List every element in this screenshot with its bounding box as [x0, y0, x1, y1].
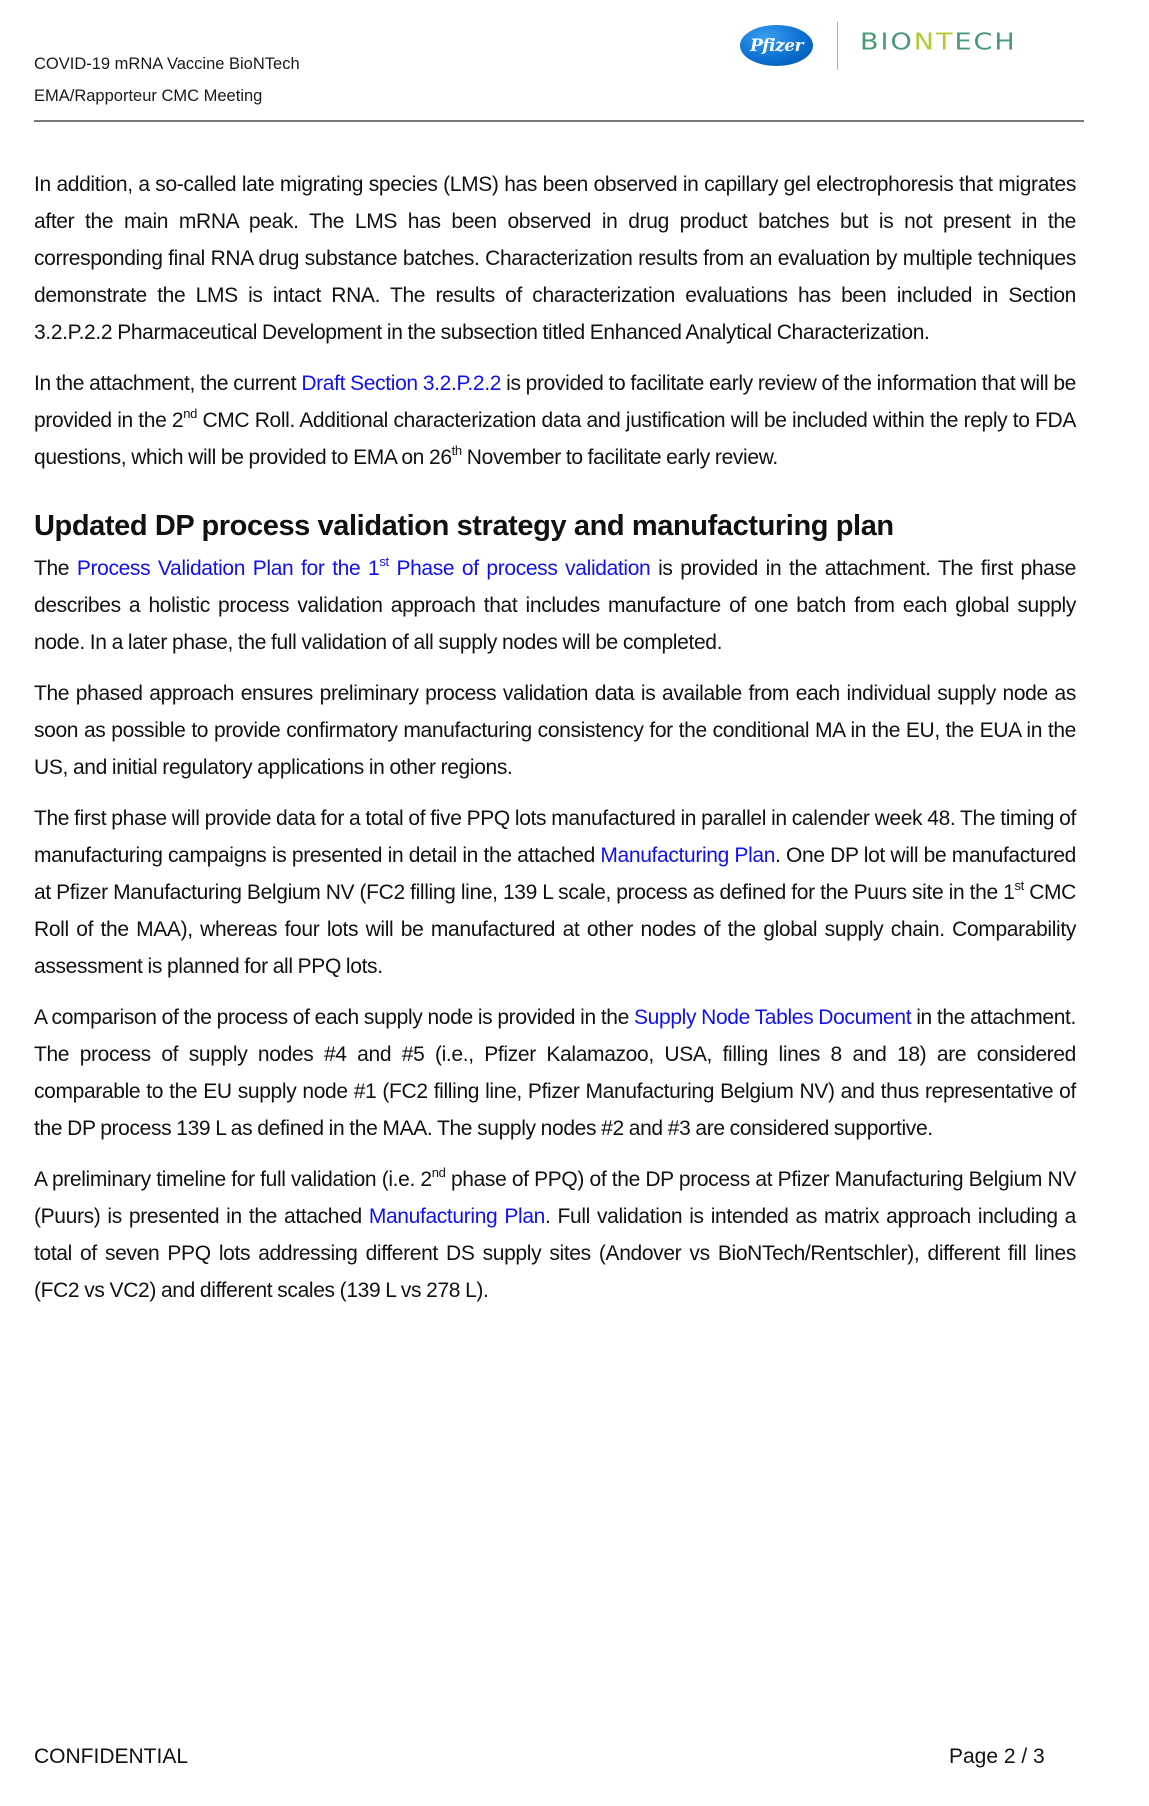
paragraph-text: The first phase will provide data for a total of five PPQ lots manufactured in parallel in calender week 48. The timing of manufacturing campaigns is presented in detail in the attached [34, 807, 1076, 867]
link-supply-node-tables[interactable]: Supply Node Tables Document [634, 1006, 912, 1029]
paragraph-text: phase of PPQ) of the DP process at Pfizer Manufacturing Belgium NV (Puurs) is presented in the attached [34, 1168, 1076, 1228]
paragraph-text: In addition, a so-called late migrating species (LMS) has been observed in capillary gel electrophoresis that migrates after the main mRNA peak. The LMS has been observed in drug product batches but is not present in the corresponding final RNA drug substance batches. Characterization results from an evaluation by multiple techniques demonstrate the LMS is intact RNA. The results of characterization evaluations has been included in Section 3.2.P.2.2 Pharmaceutical Development in the subsection titled Enhanced Analytical Characterization. [34, 173, 1076, 344]
paragraph-supply-node-comparison [34, 999, 1076, 1147]
link-manufacturing-plan[interactable]: Manufacturing Plan [600, 844, 776, 867]
link-text: Phase of process validation [388, 557, 651, 580]
paragraph-phased-approach [34, 675, 1076, 786]
page-header [0, 0, 1149, 125]
superscript: nd [431, 1165, 446, 1180]
paragraph-text: is provided in the attachment. The first phase describes a holistic process validation approach that includes manufacture of one batch from each global supply node. In a later phase, the full validation of all supply nodes will be completed. [34, 557, 1076, 654]
link-process-validation-plan[interactable] [76, 554, 651, 580]
header-document-title: COVID-19 mRNA Vaccine BioNTech [34, 55, 300, 73]
paragraph-text: The phased approach ensures preliminary process validation data is available from each individual supply node as soon as possible to provide confirmatory manufacturing consistency for the conditional MA in the EU, the EUA in the US, and initial regulatory applications in other regions. [34, 682, 1076, 779]
paragraph-text: CMC Roll. Additional characterization data and justification will be included within the reply to FDA questions, which will be provided to EMA on 26 [34, 409, 1077, 469]
link-text: Process Validation Plan for the 1 [76, 557, 380, 580]
superscript: st [1014, 878, 1024, 893]
confidential-label: CONFIDENTIAL [34, 1745, 189, 1768]
link-draft-section[interactable]: Draft Section 3.2.P.2.2 [301, 372, 502, 395]
pfizer-logo-text: Pfizer [750, 35, 803, 56]
paragraph-text: A comparison of the process of each supply node is provided in the [34, 1006, 635, 1029]
paragraph-text: . Full validation is intended as matrix approach including a total of seven PPQ lots addressing different DS supply sites (Andover vs BioNTech/Rentschler), different fill lines (FC2 vs VC2) and different scales (139 L vs 278 L). [34, 1205, 1077, 1302]
section-heading: Updated DP process validation strategy and manufacturing plan [34, 510, 894, 542]
superscript: st [379, 554, 389, 569]
logo-divider [837, 22, 838, 70]
header-meeting-title: EMA/Rapporteur CMC Meeting [34, 87, 263, 105]
biontech-logo-icon [860, 31, 1017, 55]
paragraph-preliminary-timeline [34, 1161, 1076, 1309]
page-footer [0, 1745, 1149, 1785]
superscript: th [451, 443, 462, 458]
document-body [34, 166, 1076, 1323]
paragraph-text: CMC Roll of the MAA), whereas four lots will be manufactured at other nodes of the global supply chain. Comparability assessment is planned for all PPQ lots. [34, 881, 1076, 978]
paragraph-text: is provided to facilitate early review of the information that will be provided in the 2 [34, 372, 1077, 432]
paragraph-text: The [34, 557, 77, 580]
header-rule [34, 120, 1084, 122]
paragraph-validation-plan [34, 550, 1076, 661]
superscript: nd [183, 406, 198, 421]
paragraph-attachment-draft [34, 365, 1076, 476]
paragraph-lms [34, 166, 1076, 351]
paragraph-text: in the attachment. The process of supply nodes #4 and #5 (i.e., Pfizer Kalamazoo, USA, filling lines 8 and 18) are considered comparable to the EU supply node #1 (FC2 filling line, Pfizer Manufacturing Belgium NV) and thus representative of the DP process 139 L as defined in the MAA. The supply nodes #2 and #3 are considered supportive. [34, 1006, 1076, 1140]
paragraph-text: A preliminary timeline for full validation (i.e. 2 [34, 1168, 432, 1191]
page-number: Page 2 / 3 [949, 1745, 1045, 1768]
biontech-logo-accent: NT [913, 29, 955, 56]
biontech-logo-part: BIO [860, 29, 914, 56]
paragraph-first-phase [34, 800, 1076, 985]
paragraph-text: In the attachment, the current [34, 372, 302, 395]
paragraph-text: . One DP lot will be manufactured at Pfizer Manufacturing Belgium NV (FC2 filling line, 139 L scale, process as defined for the Puurs site in the 1 [34, 844, 1077, 904]
paragraph-text: November to facilitate early review. [461, 446, 778, 469]
pfizer-logo-icon [740, 25, 813, 66]
link-manufacturing-plan[interactable]: Manufacturing Plan [368, 1205, 546, 1228]
biontech-logo-part: ECH [954, 29, 1017, 56]
